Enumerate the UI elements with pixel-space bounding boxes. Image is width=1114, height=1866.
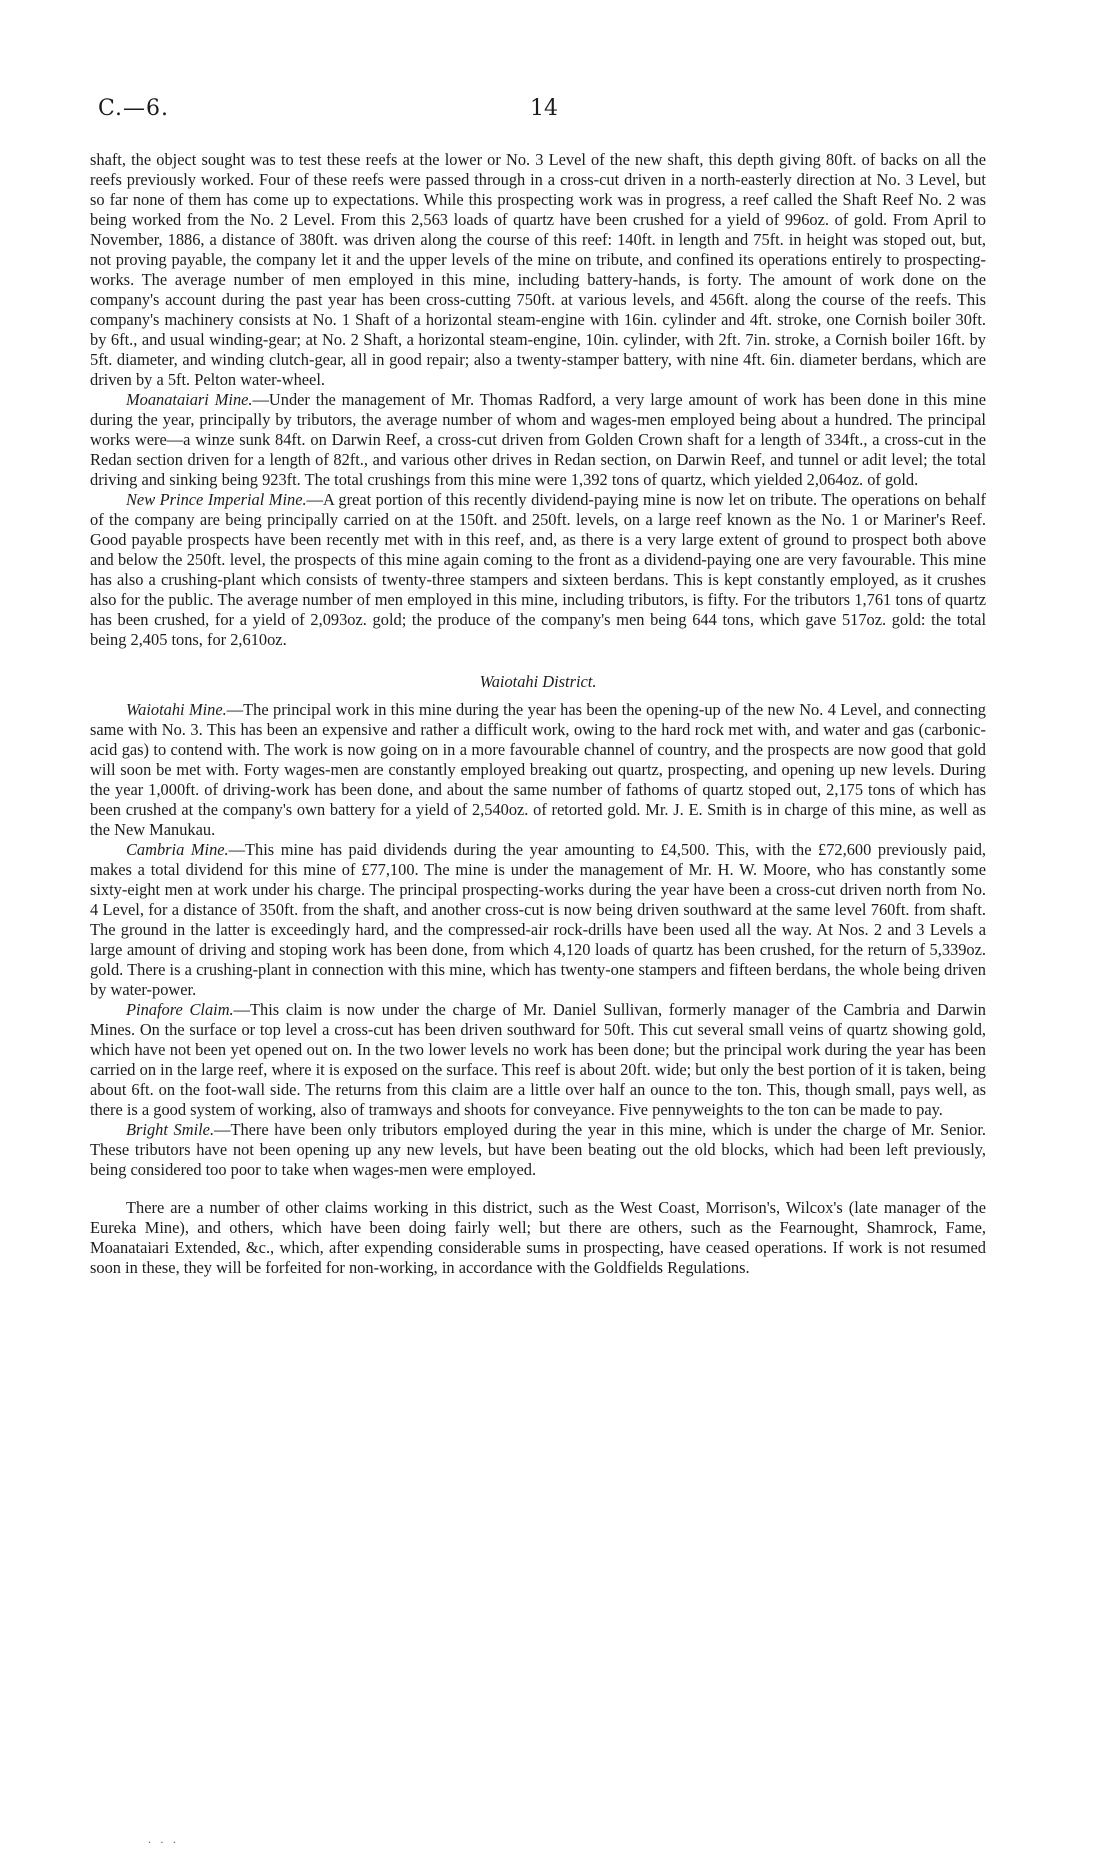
paragraph-text: —A great portion of this recently dividend-paying mine is now let on tribute. The operations on behalf of the company are being principally carried on at the 150ft. and 250ft. levels, on a large reef known as the No. 1 or Mariner's Reef. Good payable prospects have been recently met with in this reef, and, as there is a very large extent of ground to prospect both above and below the 250ft. level, the prospects of this mine again coming to the front as a dividend-paying one are very favourable. This mine has also a crushing-plant which consists of twenty-three stampers and sixteen berdans. This is kept constantly employed, as it crushes also for the public. The average number of men employed in this mine, including tributors, is fifty. For the tributors 1,761 tons of quartz has been crushed, for a yield of 2,093oz. gold; the produce of the company's men being 644 tons, which gave 517oz. gold: the total being 2,405 tons, for 2,610oz. — [90, 490, 986, 649]
paragraph-continuation — [90, 150, 986, 390]
paragraph-text: —Under the management of Mr. Thomas Radford, a very large amount of work has been done in this mine during the year, principally by tributors, the average number of whom and wages-men employed being about a hundred. The principal works were—a winze sunk 84ft. on Darwin Reef, a cross-cut driven from Golden Crown shaft for a length of 334ft., a cross-cut in the Redan section driven for a length of 82ft., and various other drives in Redan section, on Darwin Reef, and tunnel or adit level; the total driving and sinking being 923ft. The total crushings from this mine were 1,392 tons of quartz, which yielded 2,064oz. of gold. — [90, 390, 986, 489]
paragraph-waiotahi-mine — [90, 700, 986, 840]
document-page — [90, 96, 986, 1278]
mine-name: Bright Smile. — [126, 1120, 215, 1139]
scan-speck-marks: · · · — [148, 1838, 179, 1849]
paragraph-text: shaft, the object sought was to test these reefs at the lower or No. 3 Level of the new shaft, this depth giving 80ft. of backs on all the reefs previously worked. Four of these reefs were passed through in a cross-cut driven in a north-easterly direction at No. 3 Level, but so far none of them has come up to expectations. While this prospecting work was in progress, a reef called the Shaft Reef No. 2 was being worked from the No. 2 Level. From this 2,563 loads of quartz have been crushed for a yield of 996oz. of gold. From April to November, 1886, a distance of 380ft. was driven along the course of this reef: 140ft. in length and 75ft. in height was stoped out, but, not proving payable, the company let it and the upper levels of the mine on tribute, and confined its operations entirely to prospecting-works. The average number of men employed in this mine, including battery-hands, is forty. The amount of work done on the company's account during the past year has been cross-cutting 750ft. at various levels, and 456ft. along the course of the reefs. This company's machinery consists at No. 1 Shaft of a horizontal steam-engine with 16in. cylinder and 4ft. stroke, one Cornish boiler 30ft. by 6ft., and usual winding-gear; at No. 2 Shaft, a horizontal steam-engine, 10in. cylinder, with 2ft. 7in. stroke, a Cornish boiler 16ft. by 5ft. diameter, and winding clutch-gear, all in good repair; also a twenty-stamper battery, with nine 4ft. 6in. diameter berdans, which are driven by a 5ft. Pelton water-wheel. — [90, 150, 986, 389]
mine-name: New Prince Imperial Mine. — [126, 490, 307, 509]
mine-name: Waiotahi Mine. — [126, 700, 227, 719]
page-number: 14 — [530, 96, 558, 121]
mine-name: Pinafore Claim. — [126, 1000, 234, 1019]
paragraph-bright-smile — [90, 1120, 986, 1180]
paragraph-moanataiari-mine — [90, 390, 986, 490]
paragraph-text: There are a number of other claims working in this district, such as the West Coast, Morrison's, Wilcox's (late manager of the Eureka Mine), and others, which have been doing fairly well; but there are others, such as the Fearnought, Shamrock, Fame, Moanataiari Extended, &c., which, after expending considerable sums in prospecting, have ceased operations. If work is not resumed soon in these, they will be forfeited for non-working, in accordance with the Goldfields Regulations. — [90, 1198, 986, 1277]
running-header — [90, 96, 986, 136]
paragraph-cambria-mine — [90, 840, 986, 1000]
paragraph-text: —There have been only tributors employed during the year in this mine, which is under the charge of Mr. Senior. These tributors have not been opening up any new levels, but have been beating out the old blocks, which had been left previously, being considered too poor to take when wages-men were employed. — [90, 1120, 986, 1179]
document-reference: C.—6. — [98, 96, 170, 121]
paragraph-pinafore-claim — [90, 1000, 986, 1120]
paragraph-other-claims — [90, 1198, 986, 1278]
report-body — [90, 150, 986, 1278]
paragraph-text: —The principal work in this mine during the year has been the opening-up of the new No. 4 Level, and connecting same with No. 3. This has been an expensive and rather a difficult work, owing to the hard rock met with, and water and gas (carbonic-acid gas) to contend with. The work is now going on in a more favourable channel of country, and the prospects are now good that gold will soon be met with. Forty wages-men are constantly employed breaking out quartz, prospecting, and opening up new levels. During the year 1,000ft. of driving-work has been done, and about the same number of fathoms of quartz stoped out, 2,175 tons of which has been crushed at the company's own battery for a yield of 2,540oz. of retorted gold. Mr. J. E. Smith is in charge of this mine, as well as the New Manukau. — [90, 700, 986, 839]
mine-name: Cambria Mine. — [126, 840, 229, 859]
section-heading: Waiotahi District. — [479, 672, 597, 691]
mine-name: Moanataiari Mine. — [126, 390, 253, 409]
paragraph-text: —This mine has paid dividends during the year amounting to £4,500. This, with the £72,600 previously paid, makes a total dividend for this mine of £77,100. The mine is under the management of Mr. H. W. Moore, who has constantly some sixty-eight men at work under his charge. The principal prospecting-works during the year have been a cross-cut driven north from No. 4 Level, for a distance of 350ft. from the shaft, and another cross-cut is now being driven southward at the same level 760ft. from shaft. The ground in the latter is exceedingly hard, and the compressed-air rock-drills have been used all the way. At Nos. 2 and 3 Levels a large amount of driving and stoping work has been done, from which 4,120 loads of quartz has been crushed, for the return of 5,339oz. gold. There is a crushing-plant in connection with this mine, which has twenty-one stampers and fifteen berdans, the whole being driven by water-power. — [90, 840, 986, 999]
paragraph-text: —This claim is now under the charge of Mr. Daniel Sullivan, formerly manager of the Cambria and Darwin Mines. On the surface or top level a cross-cut has been driven southward for 50ft. This cut several small veins of quartz showing gold, which have not been yet opened out on. In the two lower levels no work has been done; but the principal work during the year has been carried on in the large reef, where it is exposed on the surface. This reef is about 20ft. wide; but only the best portion of it is taken, being about 6ft. on the foot-wall side. The returns from this claim are a little over half an ounce to the ton. This, though small, pays well, as there is a good system of working, also of tramways and shoots for conveyance. Five pennyweights to the ton can be made to pay. — [90, 1000, 986, 1119]
paragraph-new-prince-imperial-mine — [90, 490, 986, 650]
